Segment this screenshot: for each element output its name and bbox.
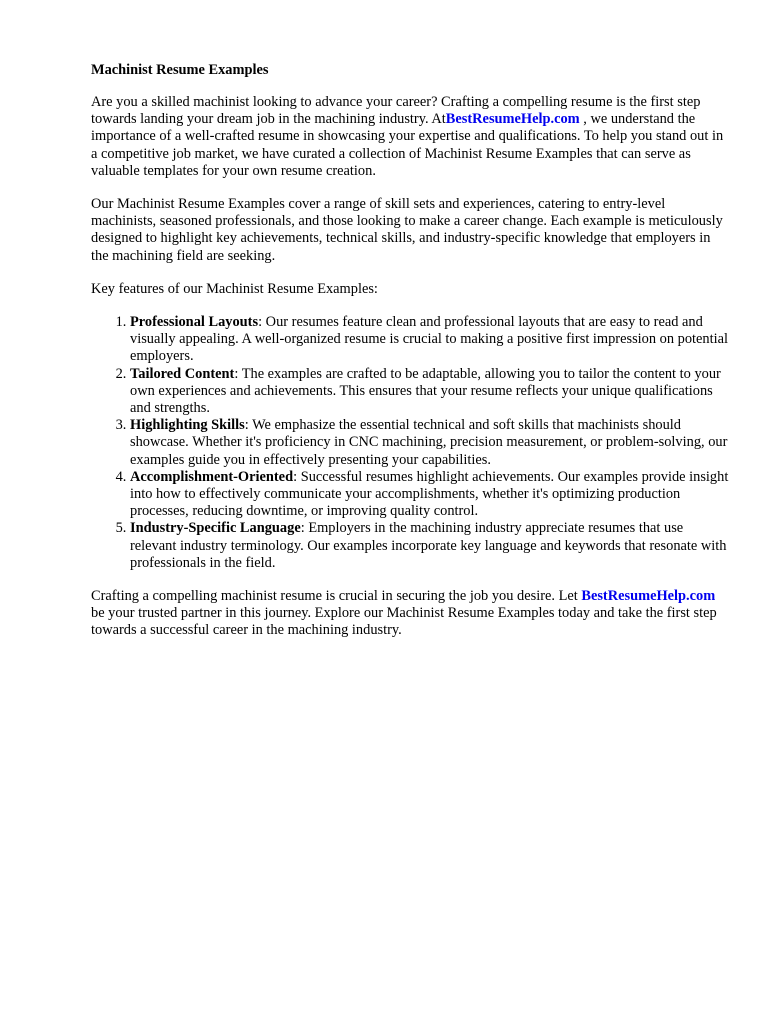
feature-separator: :: [244, 417, 253, 434]
intro-text-end: , we understand the importance of a well-crafted resume in showcasing your expertise and qualifications. To help you stand out in a competitive job market, we have curated a collection of Machinist Resume Examples that can serve as valuable templates for your own resume creation.: [91, 111, 724, 179]
closing-text-start: Crafting a compelling machinist resume is crucial in securing the job you desire. Let: [91, 588, 582, 605]
feature-name: Tailored Content: [130, 365, 235, 382]
closing-text-end: be your trusted partner in this journey. Explore our Machinist Resume Examples today and take the first step towards a successful career in the machining industry.: [91, 605, 717, 639]
feature-text: The examples are crafted to be adaptable, allowing you to tailor the content to your own experiences and achievements. This ensures that your resume reflects your unique qualifications and strengths.: [130, 365, 721, 417]
feature-name: Professional Layouts: [130, 314, 259, 331]
features-list: [91, 314, 731, 572]
feature-separator: :: [300, 520, 309, 537]
feature-separator: :: [293, 468, 301, 485]
feature-name: Industry-Specific Language: [130, 520, 301, 537]
feature-text: Successful resumes highlight achievements. Our examples provide insight into how to effectively communicate your accomplishments, whether it's optimizing production processes, reducing downtime, or improving quality control.: [130, 468, 729, 520]
feature-text: Our resumes feature clean and professional layouts that are easy to read and visually appealing. A well-organized resume is crucial to making a positive first impression on potential employers.: [130, 314, 729, 365]
feature-name: Highlighting Skills: [130, 417, 245, 434]
feature-item: [130, 520, 731, 572]
feature-item: [130, 314, 731, 366]
closing-paragraph: [91, 588, 731, 640]
features-heading: Key features of our Machinist Resume Examples:: [91, 280, 378, 297]
coverage-paragraph: Our Machinist Resume Examples cover a range of skill sets and experiences, catering to entry-level machinists, seasoned professionals, and those looking to make a career change. Each example is meticulously designed to highlight key achievements, technical skills, and industry-specific knowledge that employers in the machining field are seeking.: [91, 196, 723, 264]
feature-item: [130, 366, 731, 418]
bestresumehelp-link[interactable]: BestResumeHelp.com: [445, 111, 580, 128]
page-title: Machinist Resume Examples: [91, 62, 269, 78]
feature-text: We emphasize the essential technical and soft skills that machinists should showcase. Whether it's proficiency in CNC machining, precision measurement, or problem-solving, our examples guide you in effectively presenting your capabilities.: [130, 417, 728, 468]
feature-item: [130, 469, 731, 521]
intro-text-start: Are you a skilled machinist looking to advance your career? Crafting a compelling resume is the first step towards landing your dream job in the machining industry. At: [91, 94, 701, 128]
bestresumehelp-link[interactable]: BestResumeHelp.com: [581, 588, 716, 605]
feature-text: Employers in the machining industry appreciate resumes that use relevant industry terminology. Our examples incorporate key language and keywords that resonate with professionals in the field.: [130, 520, 727, 571]
feature-name: Accomplishment-Oriented: [130, 468, 294, 485]
feature-separator: :: [258, 314, 266, 331]
feature-item: [130, 417, 731, 469]
intro-paragraph: [91, 94, 731, 180]
feature-separator: :: [234, 365, 242, 382]
